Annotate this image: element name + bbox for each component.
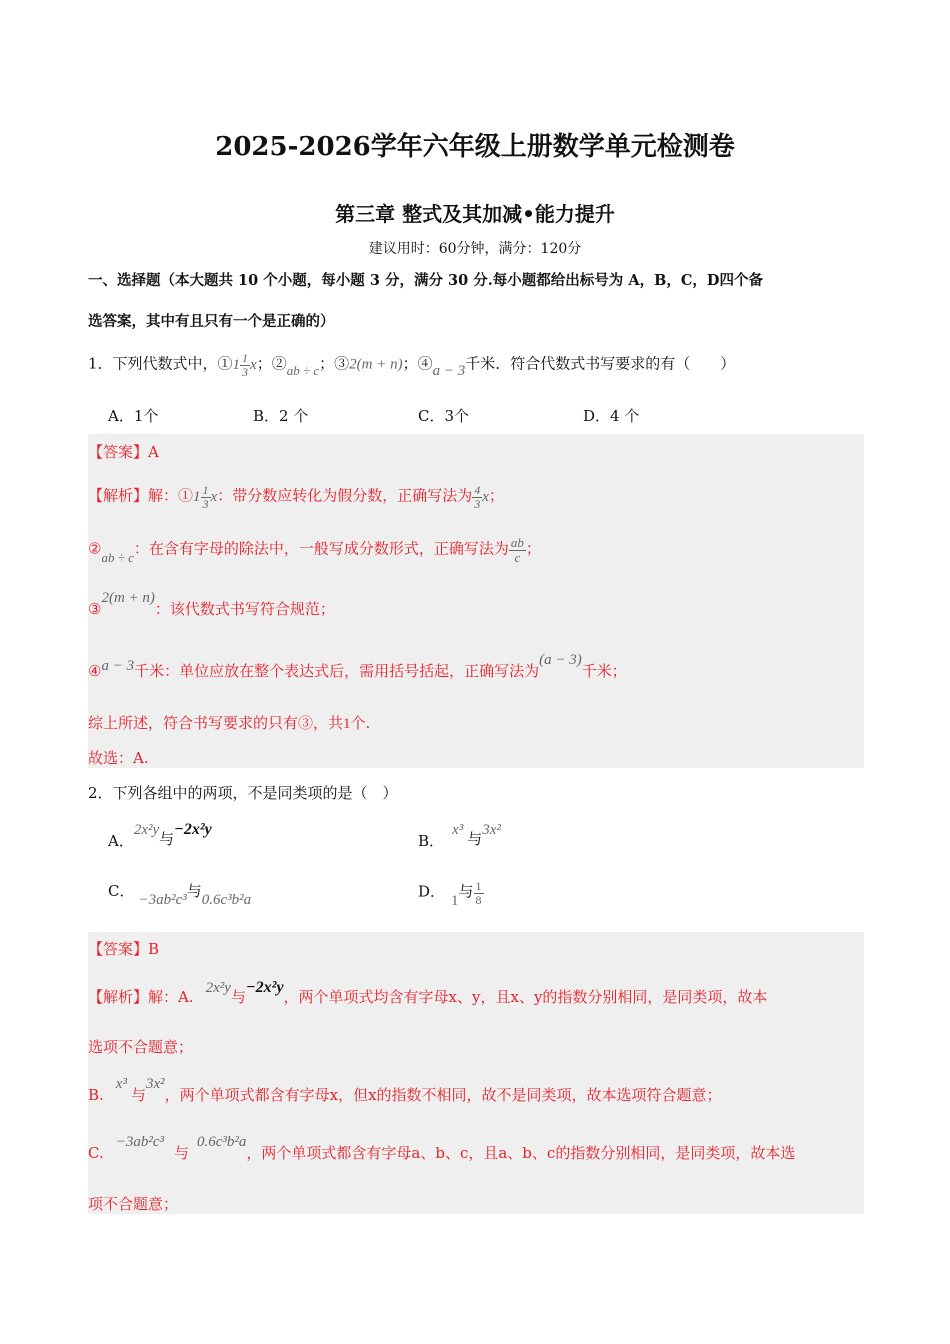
page-title: 2025-2026学年六年级上册数学单元检测卷 <box>215 132 735 162</box>
question-2-stem: 2．下列各组中的两项，不是同类项的是（ ） <box>88 784 398 802</box>
q1-option-b[interactable]: B．2 个 <box>253 407 309 425</box>
q1-prefix: 1．下列代数式中，① <box>88 354 233 373</box>
q2-option-a[interactable]: A．2x²y与−2x²y <box>108 821 212 850</box>
q1-option-d[interactable]: D．4 个 <box>583 407 640 425</box>
q1-mixed-number: 1 $\frac{1}{3}$ x <box>232 351 257 379</box>
q1-expr-2: ab ÷ c <box>286 362 320 378</box>
q2-analysis-c-cont: 项不合题意； <box>88 1195 179 1213</box>
q1-answer: 【答案】A <box>88 443 159 461</box>
q1-expr-3: 2(m + n) <box>349 356 403 373</box>
q1-suffix: 千米．符合代数式书写要求的有（ ） <box>465 354 736 373</box>
q1-analysis-line1: 【解析】解：①1 $\frac{1}{3}$ x：带分数应转化为假分数，正确写法为 $\frac{4}{3}$ x； <box>88 483 504 511</box>
q1-option-a[interactable]: A．1个 <box>108 407 159 425</box>
q2-analysis-b: B.x³与3x²，两个单项式都含有字母x，但x的指数不相同，故不是同类项，故本选项符合题意； <box>88 1076 722 1104</box>
q2-option-c[interactable]: C． −3ab²c³与0.6c³b²a <box>108 882 252 908</box>
section-heading-line1: 一、选择题（本大题共 10 个小题，每小题 3 分，满分 30 分.每小题都给出标号为 A，B，C，D四个备 <box>88 272 763 289</box>
q1-summary: 综上所述，符合书写要求的只有③，共1个. <box>88 714 371 732</box>
q1-analysis-line2: ②ab ÷ c：在含有字母的除法中，一般写成分数形式，正确写法为 $\frac{ab}{c}$ ； <box>88 535 541 565</box>
question-1-stem: 1．下列代数式中，①1 $\frac{1}{3}$ x；②ab ÷ c；③2(m + n)；④a − 3千米．符合代数式书写要求的有（ ） <box>88 351 736 379</box>
q1-choice: 故选：A. <box>88 749 149 767</box>
q1-expr-4: a − 3 <box>432 362 466 379</box>
time-note: 建议用时：60分钟，满分：120分 <box>368 241 582 257</box>
q2-option-d[interactable]: D． 1与 $\frac{1}{8}$ <box>418 879 482 909</box>
q2-analysis-a-cont: 选项不合题意； <box>88 1038 194 1056</box>
q1-analysis-line4: ④a − 3千米：单位应放在整个表达式后，需用括号括起，正确写法为(a − 3)千米； <box>88 652 627 680</box>
q2-option-b[interactable]: B．x³ 与3x² <box>418 822 501 850</box>
q2-answer: 【答案】B <box>88 940 160 958</box>
q2-analysis-a: 【解析】解：A. 2x²y与−2x²y，两个单项式均含有字母x、y，且x、y的指数分别相同，是同类项，故本 <box>88 979 768 1006</box>
chapter-subtitle: 第三章 整式及其加减•能力提升 <box>335 202 615 226</box>
q1-analysis-line3: ③2(m + n)：该代数式书写符合规范； <box>88 590 335 618</box>
section-heading-line2: 选答案，其中有且只有一个是正确的） <box>88 313 335 330</box>
q2-analysis-c: C.−3ab²c³与0.6c³b²a，两个单项式都含有字母a、b、c，且a、b、c的指数分别相同，是同类项，故本选 <box>88 1134 796 1162</box>
q1-option-c[interactable]: C．3个 <box>418 407 470 425</box>
